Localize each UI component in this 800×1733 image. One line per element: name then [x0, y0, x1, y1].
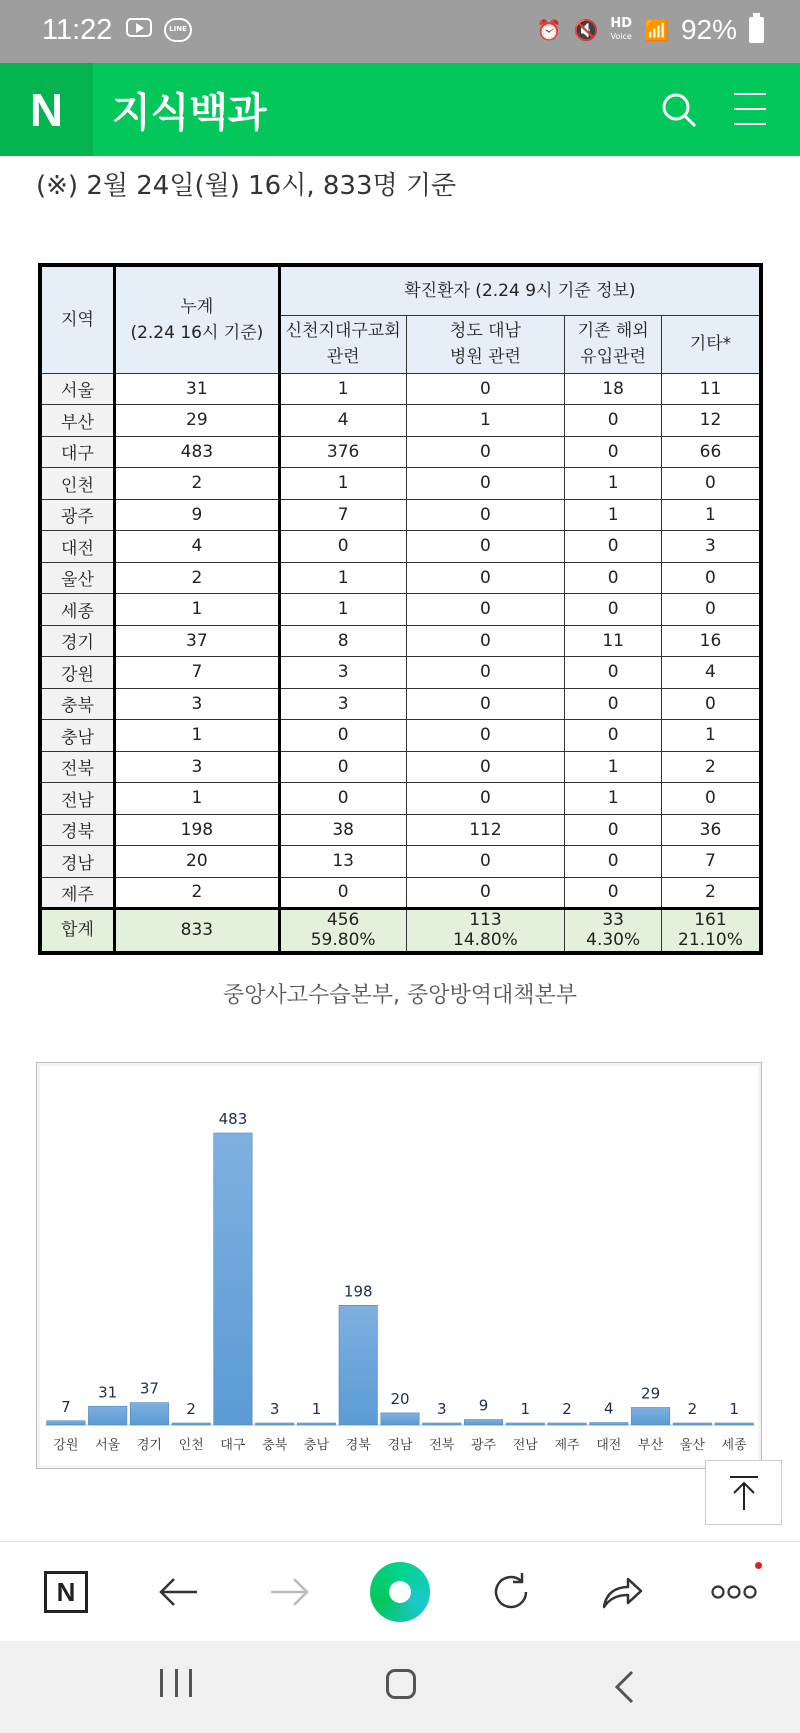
table-cell-c1: 38	[279, 814, 406, 846]
table-cell-c4: 0	[661, 594, 761, 626]
battery-icon	[749, 17, 764, 43]
table-cell-total: 483	[114, 436, 279, 468]
chart-category-label: 경북	[345, 1438, 371, 1453]
table-cell-c4: 16	[661, 625, 761, 657]
table-cell-c2: 0	[406, 783, 565, 815]
chart-category-label: 인천	[178, 1438, 204, 1453]
notification-dot	[755, 1562, 762, 1569]
chart-value-label: 1	[311, 1400, 322, 1418]
chart-category-label: 서울	[95, 1438, 121, 1453]
system-nav-bar	[0, 1641, 800, 1733]
chart-bar-15	[631, 1407, 669, 1425]
table-cell-region: 인천	[40, 468, 114, 500]
table-cell-c1: 0	[279, 720, 406, 752]
table-cell-c4: 12	[661, 405, 761, 437]
table-row	[40, 468, 761, 500]
table-cell-region: 부산	[40, 405, 114, 437]
table-cell-c3: 0	[565, 405, 662, 437]
chart-bar-6	[255, 1423, 293, 1425]
chart-category-label: 광주	[470, 1438, 497, 1453]
table-cell-c2: 0	[406, 499, 565, 531]
table-cell-region: 서울	[40, 373, 114, 405]
chart-bar-12	[506, 1423, 544, 1425]
table-cell-c2: 1	[406, 405, 565, 437]
notification-icons	[126, 18, 192, 42]
total-cell-total: 833	[114, 909, 279, 953]
table-cell-c3: 0	[565, 877, 662, 909]
header-region: 지역	[40, 265, 114, 373]
chart-bar-16	[673, 1423, 711, 1425]
table-row	[40, 625, 761, 657]
green-dot-button[interactable]	[370, 1562, 430, 1622]
table-row	[40, 594, 761, 626]
table-cell-c2: 0	[406, 468, 565, 500]
chart-bar-13	[548, 1423, 586, 1425]
chart-value-label: 2	[186, 1400, 196, 1418]
table-cell-c2: 112	[406, 814, 565, 846]
table-cell-total: 198	[114, 814, 279, 846]
status-bar	[0, 0, 800, 63]
chart-category-label: 경남	[387, 1438, 413, 1453]
reload-button[interactable]	[485, 1566, 537, 1618]
table-cell-c3: 0	[565, 594, 662, 626]
table-row	[40, 814, 761, 846]
table-cell-region: 경북	[40, 814, 114, 846]
table-cell-c4: 4	[661, 657, 761, 689]
more-button[interactable]	[708, 1566, 760, 1618]
table-cell-c4: 3	[661, 531, 761, 563]
table-row	[40, 783, 761, 815]
table-cell-total: 3	[114, 688, 279, 720]
total-cell-c4: 161 21.10%	[661, 909, 761, 953]
region-table	[38, 263, 763, 955]
table-cell-c1: 1	[279, 562, 406, 594]
chart-value-label: 198	[343, 1282, 373, 1301]
bar-chart-svg	[37, 1063, 763, 1470]
table-cell-c1: 3	[279, 657, 406, 689]
table-cell-c1: 4	[279, 405, 406, 437]
chart-value-label: 4	[604, 1399, 614, 1418]
chart-category-label: 대구	[220, 1438, 246, 1453]
chart-value-label: 1	[729, 1400, 739, 1418]
status-time: 11:22	[42, 14, 113, 46]
table-total-row	[40, 909, 761, 953]
criteria-text: (※) 2월 24일(월) 16시, 833명 기준	[36, 171, 457, 201]
mute-icon: 🔇	[573, 18, 599, 42]
table-cell-c1: 0	[279, 877, 406, 909]
chart-category-label: 충북	[262, 1438, 288, 1453]
table-cell-c1: 0	[279, 783, 406, 815]
table-cell-c3: 1	[565, 783, 662, 815]
wifi-icon: 📶	[644, 18, 669, 42]
table-cell-c2: 0	[406, 562, 565, 594]
forward-button[interactable]	[264, 1566, 316, 1618]
table-cell-c2: 0	[406, 877, 565, 909]
table-cell-c3: 1	[565, 499, 662, 531]
table-cell-c4: 11	[661, 373, 761, 405]
chart-bar-3	[130, 1403, 168, 1425]
table-cell-c4: 7	[661, 846, 761, 878]
table-cell-c4: 0	[661, 783, 761, 815]
chart-bar-9	[381, 1413, 419, 1425]
search-icon[interactable]	[660, 91, 698, 129]
chart-category-label: 충남	[303, 1438, 330, 1453]
green-dot-icon	[389, 1581, 411, 1603]
chart-value-label: 7	[61, 1397, 71, 1416]
table-cell-total: 1	[114, 720, 279, 752]
table-cell-c3: 0	[565, 814, 662, 846]
subheader-col-3: 기존 해외 유입관련	[565, 315, 662, 373]
bar-chart	[36, 1062, 762, 1469]
table-cell-total: 1	[114, 783, 279, 815]
chart-category-label: 전남	[512, 1438, 538, 1453]
table-cell-c3: 0	[565, 846, 662, 878]
back-arrow-icon	[157, 1577, 199, 1607]
table-cell-region: 전남	[40, 783, 114, 815]
table-row	[40, 405, 761, 437]
chart-bar-2	[88, 1406, 126, 1425]
table-cell-c3: 0	[565, 562, 662, 594]
table-cell-c2: 0	[406, 846, 565, 878]
chart-bar-4	[172, 1423, 210, 1425]
chart-category-label: 세종	[721, 1438, 747, 1453]
table-cell-region: 울산	[40, 562, 114, 594]
table-cell-c4: 1	[661, 499, 761, 531]
table-cell-total: 2	[114, 562, 279, 594]
table-cell-c4: 36	[661, 814, 761, 846]
table-cell-region: 대구	[40, 436, 114, 468]
table-cell-total: 2	[114, 468, 279, 500]
table-cell-c4: 0	[661, 562, 761, 594]
table-cell-region: 충남	[40, 720, 114, 752]
table-cell-region: 세종	[40, 594, 114, 626]
menu-icon[interactable]	[734, 93, 766, 125]
table-cell-c4: 66	[661, 436, 761, 468]
chevron-left-icon	[612, 1669, 636, 1705]
system-back-button[interactable]	[612, 1669, 652, 1705]
page-title[interactable]: 지식백과	[112, 90, 267, 136]
back-button[interactable]	[152, 1566, 204, 1618]
chart-category-label: 대전	[596, 1438, 622, 1453]
table-cell-c4: 2	[661, 751, 761, 783]
app-header	[0, 63, 800, 156]
source-caption: 중앙사고수습본부, 중앙방역대책본부	[222, 983, 578, 1008]
table-cell-c2: 0	[406, 373, 565, 405]
table-cell-c1: 0	[279, 751, 406, 783]
chart-value-label: 37	[139, 1379, 159, 1398]
table-cell-c2: 0	[406, 436, 565, 468]
chart-category-label: 울산	[679, 1438, 705, 1453]
table-cell-c2: 0	[406, 720, 565, 752]
table-cell-total: 9	[114, 499, 279, 531]
table-cell-total: 1	[114, 594, 279, 626]
table-cell-c4: 2	[661, 877, 761, 909]
total-cell-c2: 113 14.80%	[406, 909, 565, 953]
table-cell-c3: 1	[565, 468, 662, 500]
chart-value-label: 31	[98, 1383, 118, 1402]
chart-category-label: 강원	[53, 1438, 79, 1453]
chart-value-label: 2	[562, 1400, 572, 1418]
table-cell-c3: 0	[565, 531, 662, 563]
forward-arrow-icon	[269, 1577, 311, 1607]
chart-value-label: 3	[436, 1400, 447, 1418]
table-cell-total: 3	[114, 751, 279, 783]
naver-logo: N	[29, 83, 64, 136]
header-cumulative: 누계 (2.24 16시 기준)	[114, 265, 279, 373]
home-button[interactable]	[386, 1669, 416, 1699]
table-row	[40, 499, 761, 531]
chart-category-label: 제주	[554, 1438, 580, 1453]
youtube-icon	[126, 18, 152, 37]
table-cell-total: 7	[114, 657, 279, 689]
total-cell-c1: 456 59.80%	[279, 909, 406, 953]
chart-value-label: 2	[687, 1400, 698, 1418]
chart-bar-14	[590, 1423, 628, 1425]
table-cell-c2: 0	[406, 594, 565, 626]
table-cell-c1: 1	[279, 373, 406, 405]
table-cell-total: 29	[114, 405, 279, 437]
table-row	[40, 846, 761, 878]
table-cell-region: 강원	[40, 657, 114, 689]
table-cell-total: 2	[114, 877, 279, 909]
naver-logo-button[interactable]	[0, 63, 93, 156]
table-row	[40, 720, 761, 752]
arrow-up-icon	[727, 1474, 761, 1512]
table-cell-c2: 0	[406, 625, 565, 657]
naver-home-button[interactable]	[40, 1566, 92, 1618]
table-cell-total: 4	[114, 531, 279, 563]
table-cell-c1: 13	[279, 846, 406, 878]
chart-value-label: 483	[218, 1110, 248, 1128]
naver-home-icon: N	[44, 1571, 88, 1613]
chart-value-label: 3	[269, 1400, 280, 1418]
table-cell-total: 20	[114, 846, 279, 878]
chart-bar-7	[297, 1423, 335, 1425]
chart-value-label: 9	[478, 1396, 489, 1415]
table-cell-region: 전북	[40, 751, 114, 783]
hd-voice-icon: HD Voice	[610, 15, 633, 41]
recent-apps-button[interactable]	[160, 1669, 192, 1705]
table-row	[40, 531, 761, 563]
table-row	[40, 657, 761, 689]
total-cell-c3: 33 4.30%	[565, 909, 662, 953]
battery-percent: 92%	[680, 14, 737, 45]
chart-category-label: 경기	[136, 1438, 162, 1453]
share-icon	[600, 1573, 644, 1611]
table-cell-c1: 376	[279, 436, 406, 468]
table-cell-c2: 0	[406, 751, 565, 783]
reload-icon	[490, 1571, 532, 1613]
table-cell-c3: 0	[565, 720, 662, 752]
table-cell-region: 경남	[40, 846, 114, 878]
table-cell-region: 경기	[40, 625, 114, 657]
chart-bar-8	[339, 1305, 377, 1425]
table-cell-c3: 0	[565, 657, 662, 689]
table-cell-c4: 0	[661, 688, 761, 720]
table-cell-c1: 1	[279, 594, 406, 626]
table-cell-total: 37	[114, 625, 279, 657]
table-row	[40, 562, 761, 594]
table-row	[40, 751, 761, 783]
chart-category-label: 부산	[638, 1438, 664, 1453]
status-right	[537, 14, 764, 46]
chart-value-label: 20	[390, 1389, 410, 1408]
header-confirmed: 확진환자 (2.24 9시 기준 정보)	[279, 265, 761, 315]
table-cell-c3: 0	[565, 688, 662, 720]
table-row	[40, 436, 761, 468]
confirmed-cases-table	[38, 263, 763, 955]
table-cell-c1: 1	[279, 468, 406, 500]
browser-toolbar	[0, 1541, 800, 1641]
table-cell-c4: 1	[661, 720, 761, 752]
chart-bar-5	[214, 1133, 252, 1425]
chart-bar-10	[423, 1423, 461, 1425]
table-row	[40, 688, 761, 720]
scroll-top-button[interactable]	[705, 1460, 782, 1525]
table-cell-c4: 0	[661, 468, 761, 500]
table-cell-region: 광주	[40, 499, 114, 531]
table-cell-c3: 11	[565, 625, 662, 657]
table-cell-region: 충북	[40, 688, 114, 720]
table-cell-c3: 18	[565, 373, 662, 405]
subheader-col-2: 청도 대남 병원 관련	[406, 315, 565, 373]
chart-value-label: 29	[641, 1384, 661, 1403]
table-cell-c3: 0	[565, 436, 662, 468]
total-cell-region: 합계	[40, 909, 114, 953]
table-cell-c2: 0	[406, 688, 565, 720]
table-cell-c2: 0	[406, 657, 565, 689]
table-cell-c1: 7	[279, 499, 406, 531]
subheader-col-1: 신천지대구교회 관련	[279, 315, 406, 373]
chart-bar-1	[47, 1421, 85, 1425]
subheader-col-4: 기타*	[661, 315, 761, 373]
chart-bar-17	[715, 1423, 753, 1425]
line-icon: LINE	[164, 18, 192, 42]
alarm-icon: ⏰	[536, 18, 562, 42]
table-cell-c3: 1	[565, 751, 662, 783]
table-cell-c1: 0	[279, 531, 406, 563]
chart-bar-11	[464, 1420, 502, 1425]
table-row	[40, 877, 761, 909]
table-cell-c2: 0	[406, 531, 565, 563]
table-cell-c1: 8	[279, 625, 406, 657]
table-cell-total: 31	[114, 373, 279, 405]
table-cell-region: 제주	[40, 877, 114, 909]
table-row	[40, 373, 761, 405]
more-icon	[710, 1584, 758, 1600]
share-button[interactable]	[596, 1566, 648, 1618]
chart-category-label: 전북	[429, 1438, 455, 1453]
table-cell-region: 대전	[40, 531, 114, 563]
table-cell-c1: 3	[279, 688, 406, 720]
chart-value-label: 1	[520, 1400, 531, 1418]
